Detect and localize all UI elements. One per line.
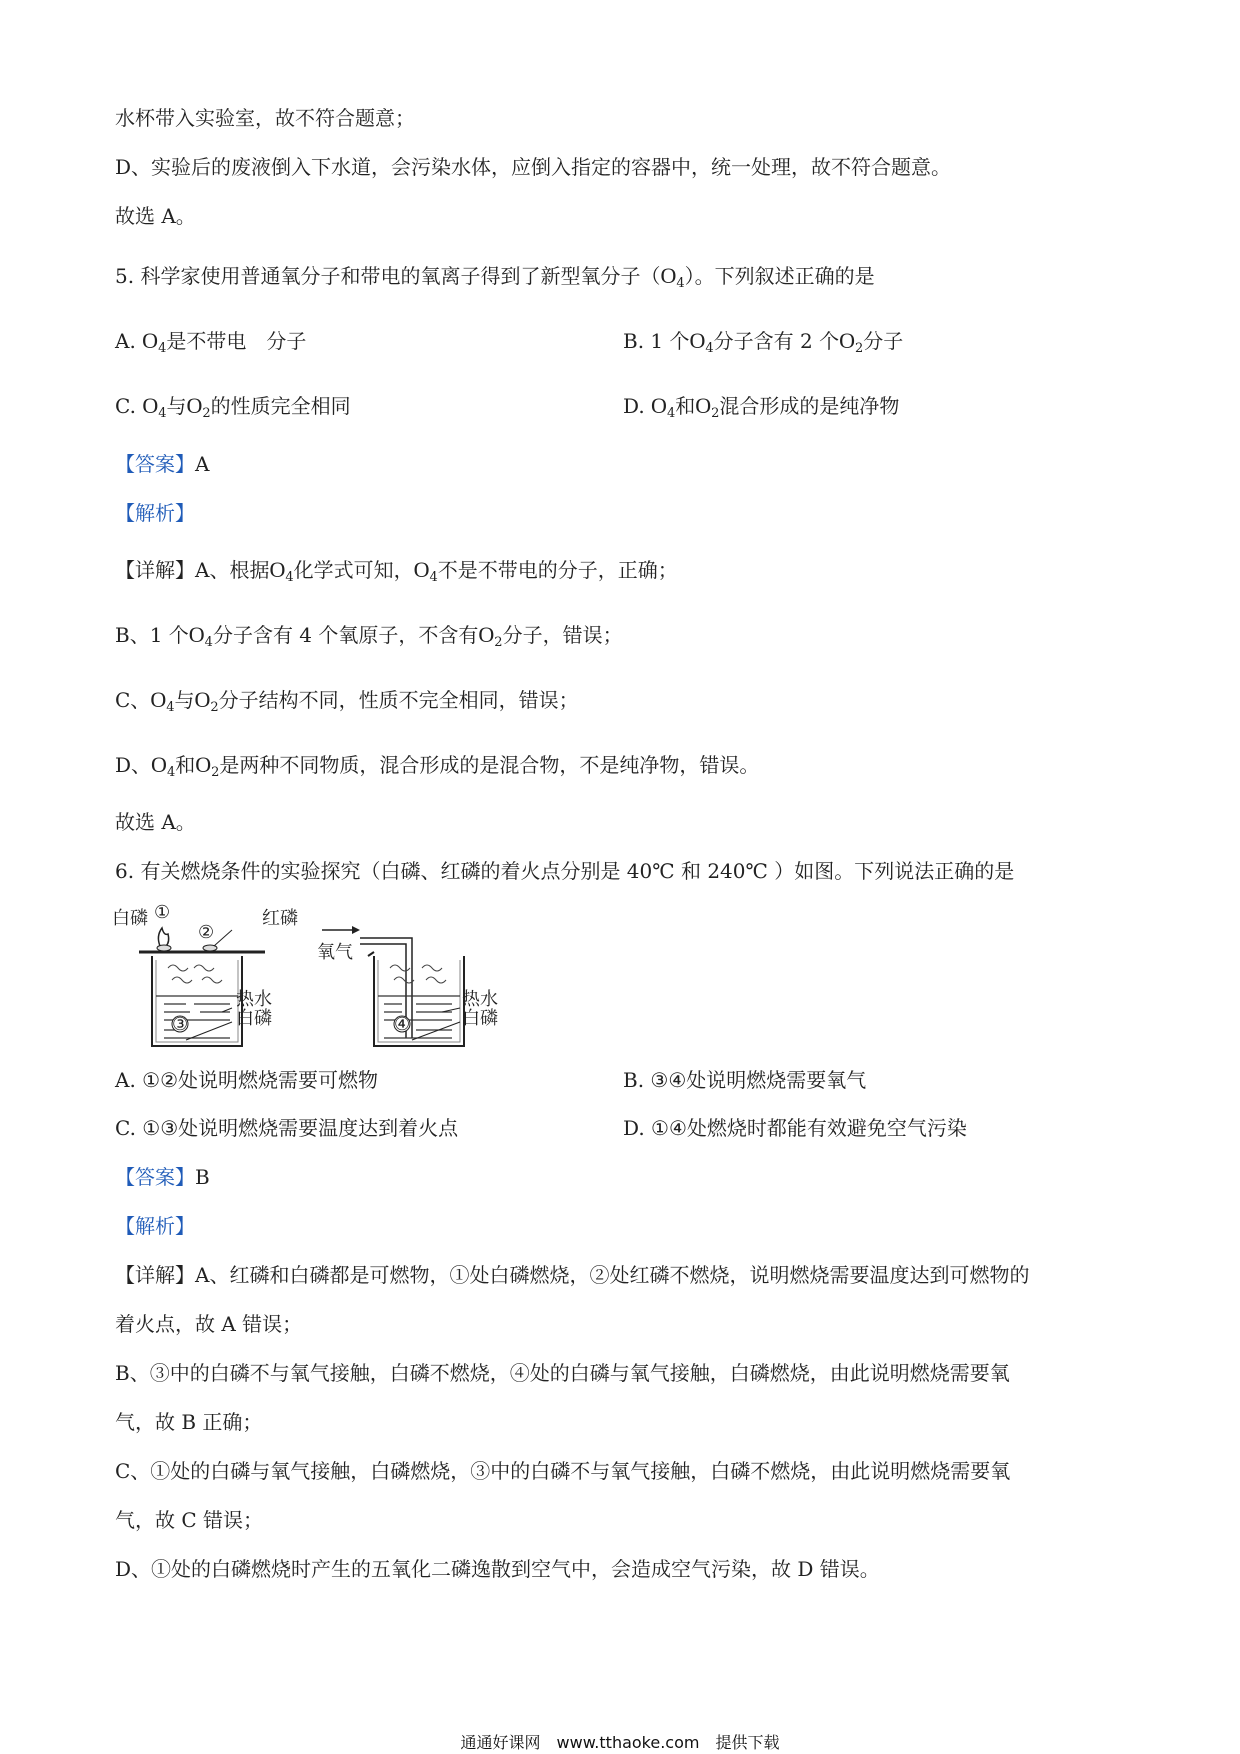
flame-icon bbox=[158, 928, 168, 946]
q6-detail-b-1: B、③中的白磷不与氧气接触，白磷不燃烧，④处的白磷与氧气接触，白磷燃烧，由此说明燃烧需要氧 bbox=[115, 1361, 1010, 1385]
q6-detail-c-1: C、①处的白磷与氧气接触，白磷燃烧，③中的白磷不与氧气接触，白磷不燃烧，由此说明燃烧需要氧 bbox=[115, 1459, 1011, 1483]
q5-detail-c: C、$O_4$与$O_2$分子结构不同，性质不完全相同，错误； bbox=[115, 687, 579, 715]
q6-option-c: C. ①③处说明燃烧需要温度达到着火点 bbox=[115, 1116, 459, 1140]
label-hot-water-2: 热水 bbox=[462, 989, 498, 1010]
q6-detail-b-2: 气，故 B 正确； bbox=[115, 1410, 263, 1434]
right-beaker bbox=[317, 926, 498, 1046]
q6-detail-c-2: 气，故 C 错误； bbox=[115, 1508, 264, 1532]
marker-3: ③ bbox=[172, 1014, 189, 1035]
q5-analysis-tag: 【解析】 bbox=[115, 501, 195, 525]
q5-option-c: C. $O_4$与$O_2$的性质完全相同 bbox=[115, 393, 351, 421]
question-6-stem: 6. 有关燃烧条件的实验探究（白磷、红磷的着火点分别是 40℃ 和 240℃ ）如图。下列说法正确的是 bbox=[115, 859, 1015, 883]
label-hot-water: 热水 bbox=[236, 989, 272, 1010]
text-line: 水杯带入实验室，故不符合题意； bbox=[115, 106, 415, 130]
q5-option-a: A. $O_4$是不带电 分子 bbox=[115, 328, 307, 356]
label-white-phosphorus-2: 白磷 bbox=[236, 1008, 272, 1029]
question-5-stem: 5. 科学家使用普通氧分子和带电的氧离子得到了新型氧分子$(O_4)$。下列叙述正确的是 bbox=[115, 263, 875, 291]
page-footer: 通通好课网 www.tthaoke.com 提供下载 bbox=[460, 1733, 780, 1752]
label-red-phosphorus: 红磷 bbox=[262, 908, 298, 929]
q6-detail-a-2: 着火点，故 A 错误； bbox=[115, 1312, 303, 1336]
q6-detail-a-1: 【详解】A、红磷和白磷都是可燃物，①处白磷燃烧，②处红磷不燃烧，说明燃烧需要温度达到可燃物的 bbox=[115, 1263, 1030, 1287]
marker-2: ② bbox=[198, 922, 215, 943]
q5-detail-a: 【详解】A、根据$O_4$化学式可知，$O_4$不是不带电的分子，正确； bbox=[115, 557, 678, 585]
q6-detail-d-1: D、①处的白磷燃烧时产生的五氧化二磷逸散到空气中，会造成空气污染，故 D 错误。 bbox=[115, 1557, 880, 1581]
arrow-right-icon bbox=[352, 926, 360, 934]
label-oxygen: 氧气 bbox=[317, 942, 353, 963]
text-line: 故选 A。 bbox=[115, 204, 196, 228]
left-beaker bbox=[112, 902, 298, 1046]
q5-detail-b: B、1 个$O_4$分子含有 4 个氧原子，不含有$O_2$分子，错误； bbox=[115, 622, 623, 650]
q5-conclusion: 故选 A。 bbox=[115, 810, 196, 834]
combustion-experiment-diagram bbox=[112, 900, 582, 1060]
q6-option-a: A. ①②处说明燃烧需要可燃物 bbox=[115, 1068, 379, 1092]
q5-option-d: D. $O_4$和$O_2$混合形成的是纯净物 bbox=[623, 393, 900, 421]
marker-1: ① bbox=[154, 902, 171, 923]
label-white-phosphorus-3: 白磷 bbox=[462, 1008, 498, 1029]
q5-detail-d: D、$O_4$和$O_2$是两种不同物质，混合形成的是混合物，不是纯净物，错误。 bbox=[115, 752, 760, 780]
text-line: D、实验后的废液倒入下水道，会污染水体，应倒入指定的容器中，统一处理，故不符合题意。 bbox=[115, 155, 952, 179]
q6-option-d: D. ①④处燃烧时都能有效避免空气污染 bbox=[623, 1116, 967, 1140]
marker-4: ④ bbox=[394, 1014, 411, 1035]
q5-option-b: B. 1 个$O_4$分子含有 2 个$O_2$分子 bbox=[623, 328, 904, 356]
q6-answer: 【答案】B bbox=[115, 1165, 210, 1189]
q5-answer: 【答案】A bbox=[115, 452, 210, 476]
q6-analysis-tag: 【解析】 bbox=[115, 1214, 195, 1238]
label-white-phosphorus: 白磷 bbox=[112, 908, 148, 929]
q6-option-b: B. ③④处说明燃烧需要氧气 bbox=[623, 1068, 867, 1092]
